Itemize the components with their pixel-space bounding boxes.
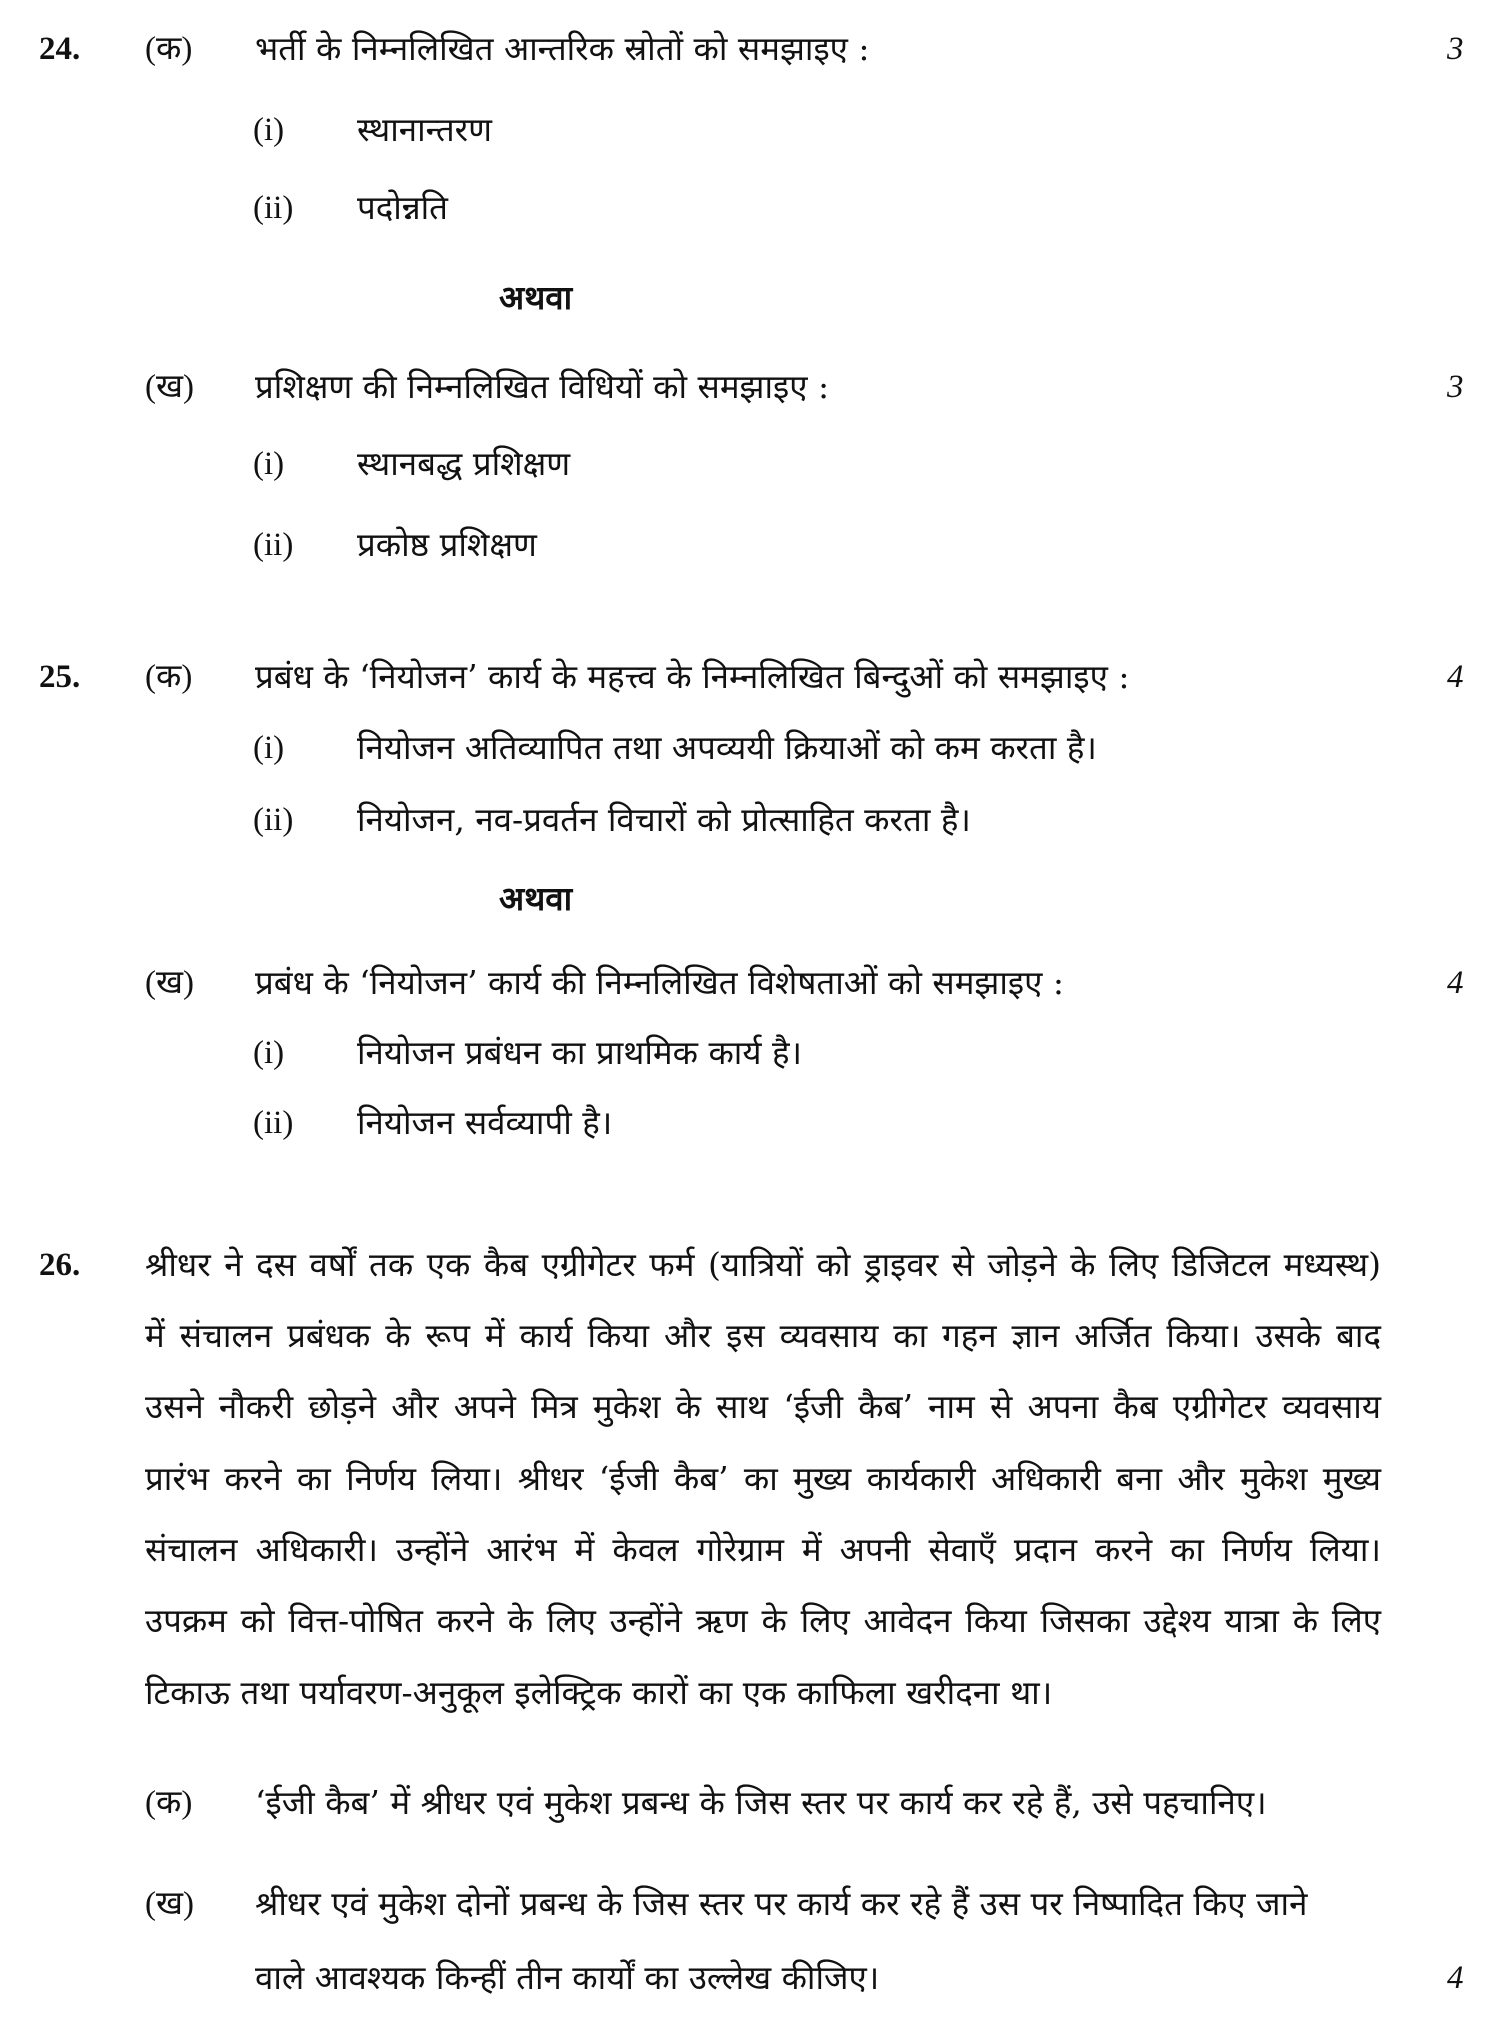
part-text: प्रबंध के ‘नियोजन’ कार्य की निम्नलिखित विशेषताओं को समझाइए : (255, 963, 1064, 1002)
marks: 4 (1447, 1960, 1464, 1996)
paragraph-line: संचालन अधिकारी। उन्होंने आरंभ में केवल गोरेग्राम में अपनी सेवाएँ प्रदान करने का निर्णय लिया। (145, 1530, 1381, 1569)
item-label: (i) (253, 112, 285, 148)
item-label: (ii) (253, 190, 294, 226)
part-text: भर्ती के निम्नलिखित आन्तरिक स्रोतों को समझाइए : (255, 29, 870, 68)
item-label: (i) (253, 1035, 285, 1071)
part-label: (ख) (145, 965, 194, 1001)
part-label: (क) (145, 1785, 193, 1821)
question-number: 24. (39, 31, 81, 67)
or-heading: अथवा (499, 278, 573, 317)
marks: 4 (1447, 965, 1464, 1001)
part-label: (ख) (145, 1886, 194, 1922)
item-text: नियोजन सर्वव्यापी है। (357, 1103, 613, 1142)
item-text: नियोजन प्रबंधन का प्राथमिक कार्य है। (357, 1033, 803, 1072)
marks: 3 (1447, 31, 1464, 67)
paragraph-line: श्रीधर ने दस वर्षों तक एक कैब एग्रीगेटर फर्म (यात्रियों को ड्राइवर से जोड़ने के लिए डिजिटल मध्यस्थ) (145, 1245, 1381, 1284)
item-label: (i) (253, 730, 285, 766)
item-label: (ii) (253, 802, 294, 838)
marks: 4 (1447, 659, 1464, 695)
paragraph-line: में संचालन प्रबंधक के रूप में कार्य किया और इस व्यवसाय का गहन ज्ञान अर्जित किया। उसके बाद (145, 1316, 1381, 1355)
question-number: 25. (39, 659, 81, 695)
marks: 3 (1447, 369, 1464, 405)
part-label: (क) (145, 659, 193, 695)
part-label: (क) (145, 31, 193, 67)
item-text: नियोजन, नव-प्रवर्तन विचारों को प्रोत्साहित करता है। (357, 800, 971, 839)
or-heading: अथवा (499, 879, 573, 918)
part-text: श्रीधर एवं मुकेश दोनों प्रबन्ध के जिस स्तर पर कार्य कर रहे हैं उस पर निष्पादित किए जाने (255, 1884, 1308, 1923)
item-label: (i) (253, 446, 285, 482)
paragraph-line: उसने नौकरी छोड़ने और अपने मित्र मुकेश के साथ ‘ईजी कैब’ नाम से अपना कैब एग्रीगेटर व्यवसाय (145, 1387, 1381, 1426)
item-text: प्रकोष्ठ प्रशिक्षण (357, 525, 537, 564)
paragraph-line: टिकाऊ तथा पर्यावरण-अनुकूल इलेक्ट्रिक कारों का एक काफिला खरीदना था। (145, 1673, 1053, 1712)
part-text: प्रशिक्षण की निम्नलिखित विधियों को समझाइए : (255, 367, 830, 406)
question-number: 26. (39, 1247, 81, 1283)
item-text: पदोन्नति (357, 188, 448, 227)
part-label: (ख) (145, 369, 194, 405)
part-text: प्रबंध के ‘नियोजन’ कार्य के महत्त्व के निम्नलिखित बिन्दुओं को समझाइए : (255, 657, 1130, 696)
paragraph-line: उपक्रम को वित्त-पोषित करने के लिए उन्होंने ऋण के लिए आवेदन किया जिसका उद्देश्य यात्रा के लिए (145, 1601, 1381, 1640)
paragraph-line: प्रारंभ करने का निर्णय लिया। श्रीधर ‘ईजी कैब’ का मुख्य कार्यकारी अधिकारी बना और मुकेश मुख्य (145, 1459, 1381, 1498)
item-label: (ii) (253, 527, 294, 563)
part-text: वाले आवश्यक किन्हीं तीन कार्यों का उल्लेख कीजिए। (255, 1958, 880, 1997)
item-text: स्थानबद्ध प्रशिक्षण (357, 444, 571, 483)
item-text: नियोजन अतिव्यापित तथा अपव्ययी क्रियाओं को कम करता है। (357, 728, 1097, 767)
item-label: (ii) (253, 1105, 294, 1141)
part-text: ‘ईजी कैब’ में श्रीधर एवं मुकेश प्रबन्ध के जिस स्तर पर कार्य कर रहे हैं, उसे पहचानिए। (255, 1783, 1267, 1822)
item-text: स्थानान्तरण (357, 110, 493, 149)
